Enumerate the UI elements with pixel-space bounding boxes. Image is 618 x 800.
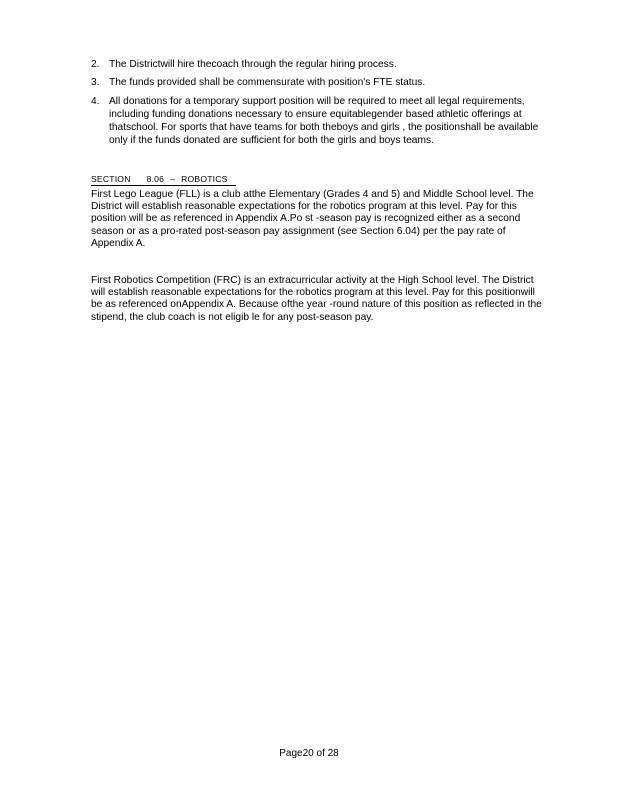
list-item xyxy=(91,58,546,71)
section-number: 8.06 xyxy=(146,174,165,184)
list-item-text: The Districtwill hire thecoach through the regular hiring process. xyxy=(109,59,397,70)
page-number-footer: Page20 of 28 xyxy=(279,748,339,759)
list-item-number: 4. xyxy=(91,95,100,107)
list-item-number: 2. xyxy=(91,59,100,70)
list-item-text: The funds provided shall be commensurate with position's FTE status. xyxy=(109,77,426,89)
list-item-number: 3. xyxy=(91,77,100,89)
numbered-list xyxy=(91,58,546,153)
section-heading xyxy=(91,174,236,186)
paragraph-frc: First Robotics Competition (FRC) is an extracurricular activity at the High School level. The District will establish reasonable expectations for the robotics program at this level. Pay for this positionwill be as referenced onAppendix A. Because ofthe year -round nature of this position as reflected in the stipend, the club coach is not eligib le for any post-season pay. xyxy=(91,275,542,323)
list-item xyxy=(91,95,546,148)
list-item-text: All donations for a temporary support position will be required to meet all legal requirements, including funding donations necessary to ensure equitablegender based athletic offerings at thatschool. For sports that have teams for both theboys and girls , the positionshall be available only if the funds donated are sufficient for both the girls and boys teams. xyxy=(109,95,539,147)
section-title: ROBOTICS xyxy=(181,174,228,184)
paragraph-fll: First Lego League (FLL) is a club atthe Elementary (Grades 4 and 5) and Middle School level. The District will establish reasonable expectations for the robotics program at this level. Pay for this position will be as referenced in Appendix A.Po st -season pay is recognized either as a second season or as a pro-rated post-season pay assignment (see Section 6.04) per the pay rate of Appendix A. xyxy=(91,189,534,249)
section-dash: – xyxy=(170,174,176,184)
list-item xyxy=(91,76,546,89)
section-label: SECTION xyxy=(91,174,131,184)
